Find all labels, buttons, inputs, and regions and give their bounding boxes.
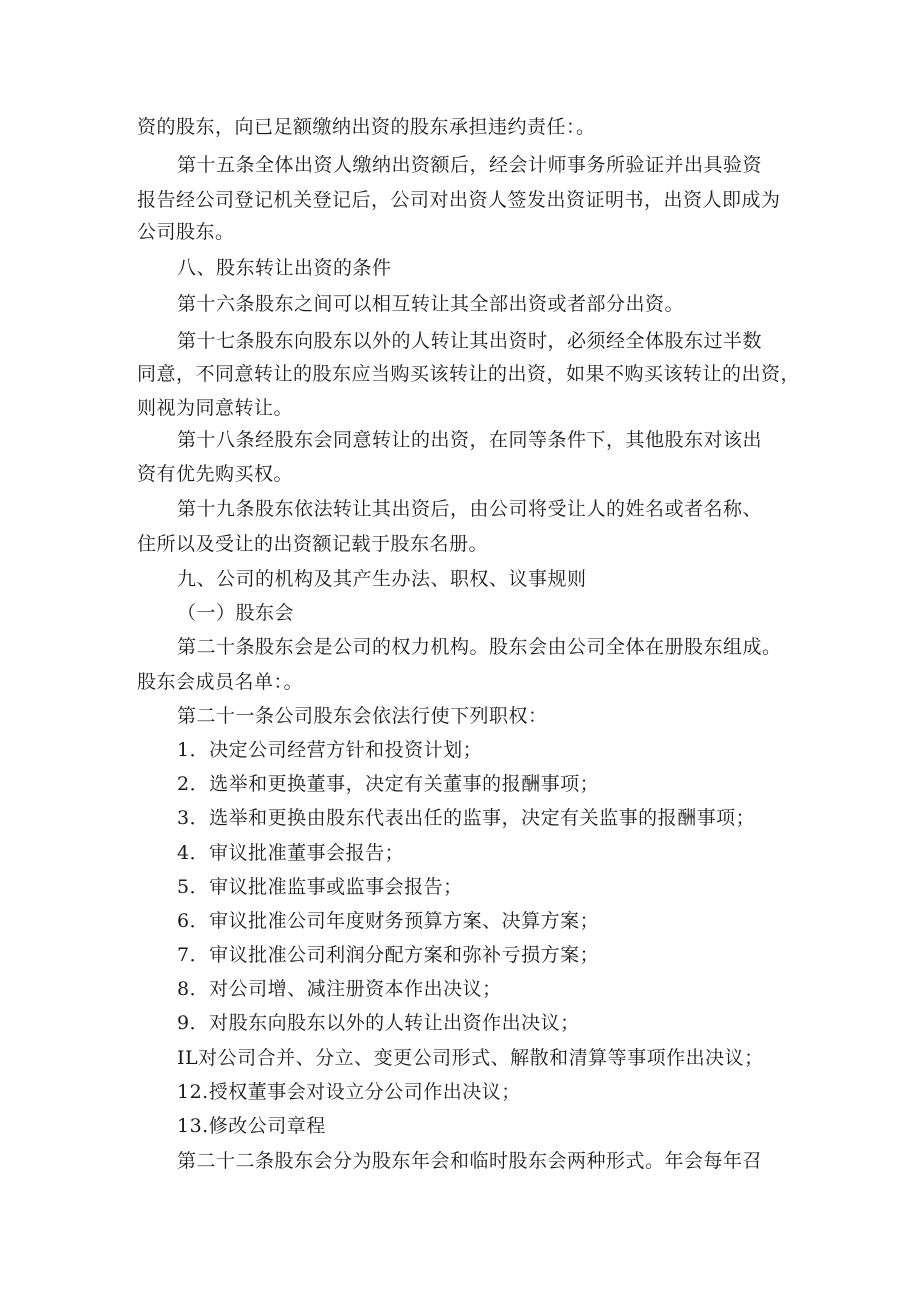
list-item: 3．选举和更换由股东代表出任的监事，决定有关监事的报酬事项； [177,807,756,829]
list-item: IL对公司合并、分立、变更公司形式、解散和清算等事项作出决议； [177,1047,764,1069]
subsection-heading: （一）股东会 [177,602,295,624]
list-item: 2．选举和更换董事，决定有关董事的报酬事项； [177,773,600,795]
text-line: 则视为同意转让。 [137,397,294,419]
text-line: 第二十二条股东会分为股东年会和临时股东会两种形式。年会每年召 [177,1150,763,1172]
list-item: 7．审议批准公司利润分配方案和弥补亏损方案； [177,944,600,966]
section-heading: 八、股东转让出资的条件 [177,257,392,279]
text-line: 报告经公司登记机关登记后，公司对出资人签发出资证明书，出资人即成为 [137,189,781,211]
text-line: 第十五条全体出资人缴纳出资额后，经会计师事务所验证并出具验资 [177,154,763,176]
list-item: 5．审议批准监事或监事会报告； [177,876,463,898]
text-line: 第十九条股东依法转让其出资后，由公司将受让人的姓名或者名称、 [177,498,763,520]
text-line: 资的股东，向已足额缴纳出资的股东承担违约责任：。 [137,116,596,138]
text-line: 第十七条股东向股东以外的人转让其出资时，必须经全体股东过半数 [177,330,763,352]
text-line: 第二十一条公司股东会依法行使下列职权： [177,705,548,727]
text-line: 股东会成员名单：。 [137,671,304,693]
text-line: 第二十条股东会是公司的权力机构。股东会由公司全体在册股东组成。 [177,636,782,658]
list-item: 13.修改公司章程 [177,1115,326,1137]
section-heading: 九、公司的机构及其产生办法、职权、议事规则 [177,568,587,590]
text-line: 第十六条股东之间可以相互转让其全部出资或者部分出资。 [177,293,685,315]
text-line: 第十八条经股东会同意转让的出资，在同等条件下，其他股东对该出 [177,429,763,451]
text-line: 同意，不同意转让的股东应当购买该转让的出资，如果不购买该转让的出资， [137,363,801,385]
list-item: 1．决定公司经营方针和投资计划； [177,739,483,761]
list-item: 6．审议批准公司年度财务预算方案、决算方案； [177,910,600,932]
text-line: 住所以及受让的出资额记载于股东名册。 [137,533,489,555]
text-line: 公司股东。 [137,221,235,243]
list-item: 4．审议批准董事会报告； [177,842,405,864]
list-item: 8．对公司增、减注册资本作出决议； [177,978,502,1000]
list-item: 9．对股东向股东以外的人转让出资作出决议； [177,1012,580,1034]
list-item: 12.授权董事会对设立分公司作出决议； [177,1081,521,1103]
text-line: 资有优先购买权。 [137,463,294,485]
